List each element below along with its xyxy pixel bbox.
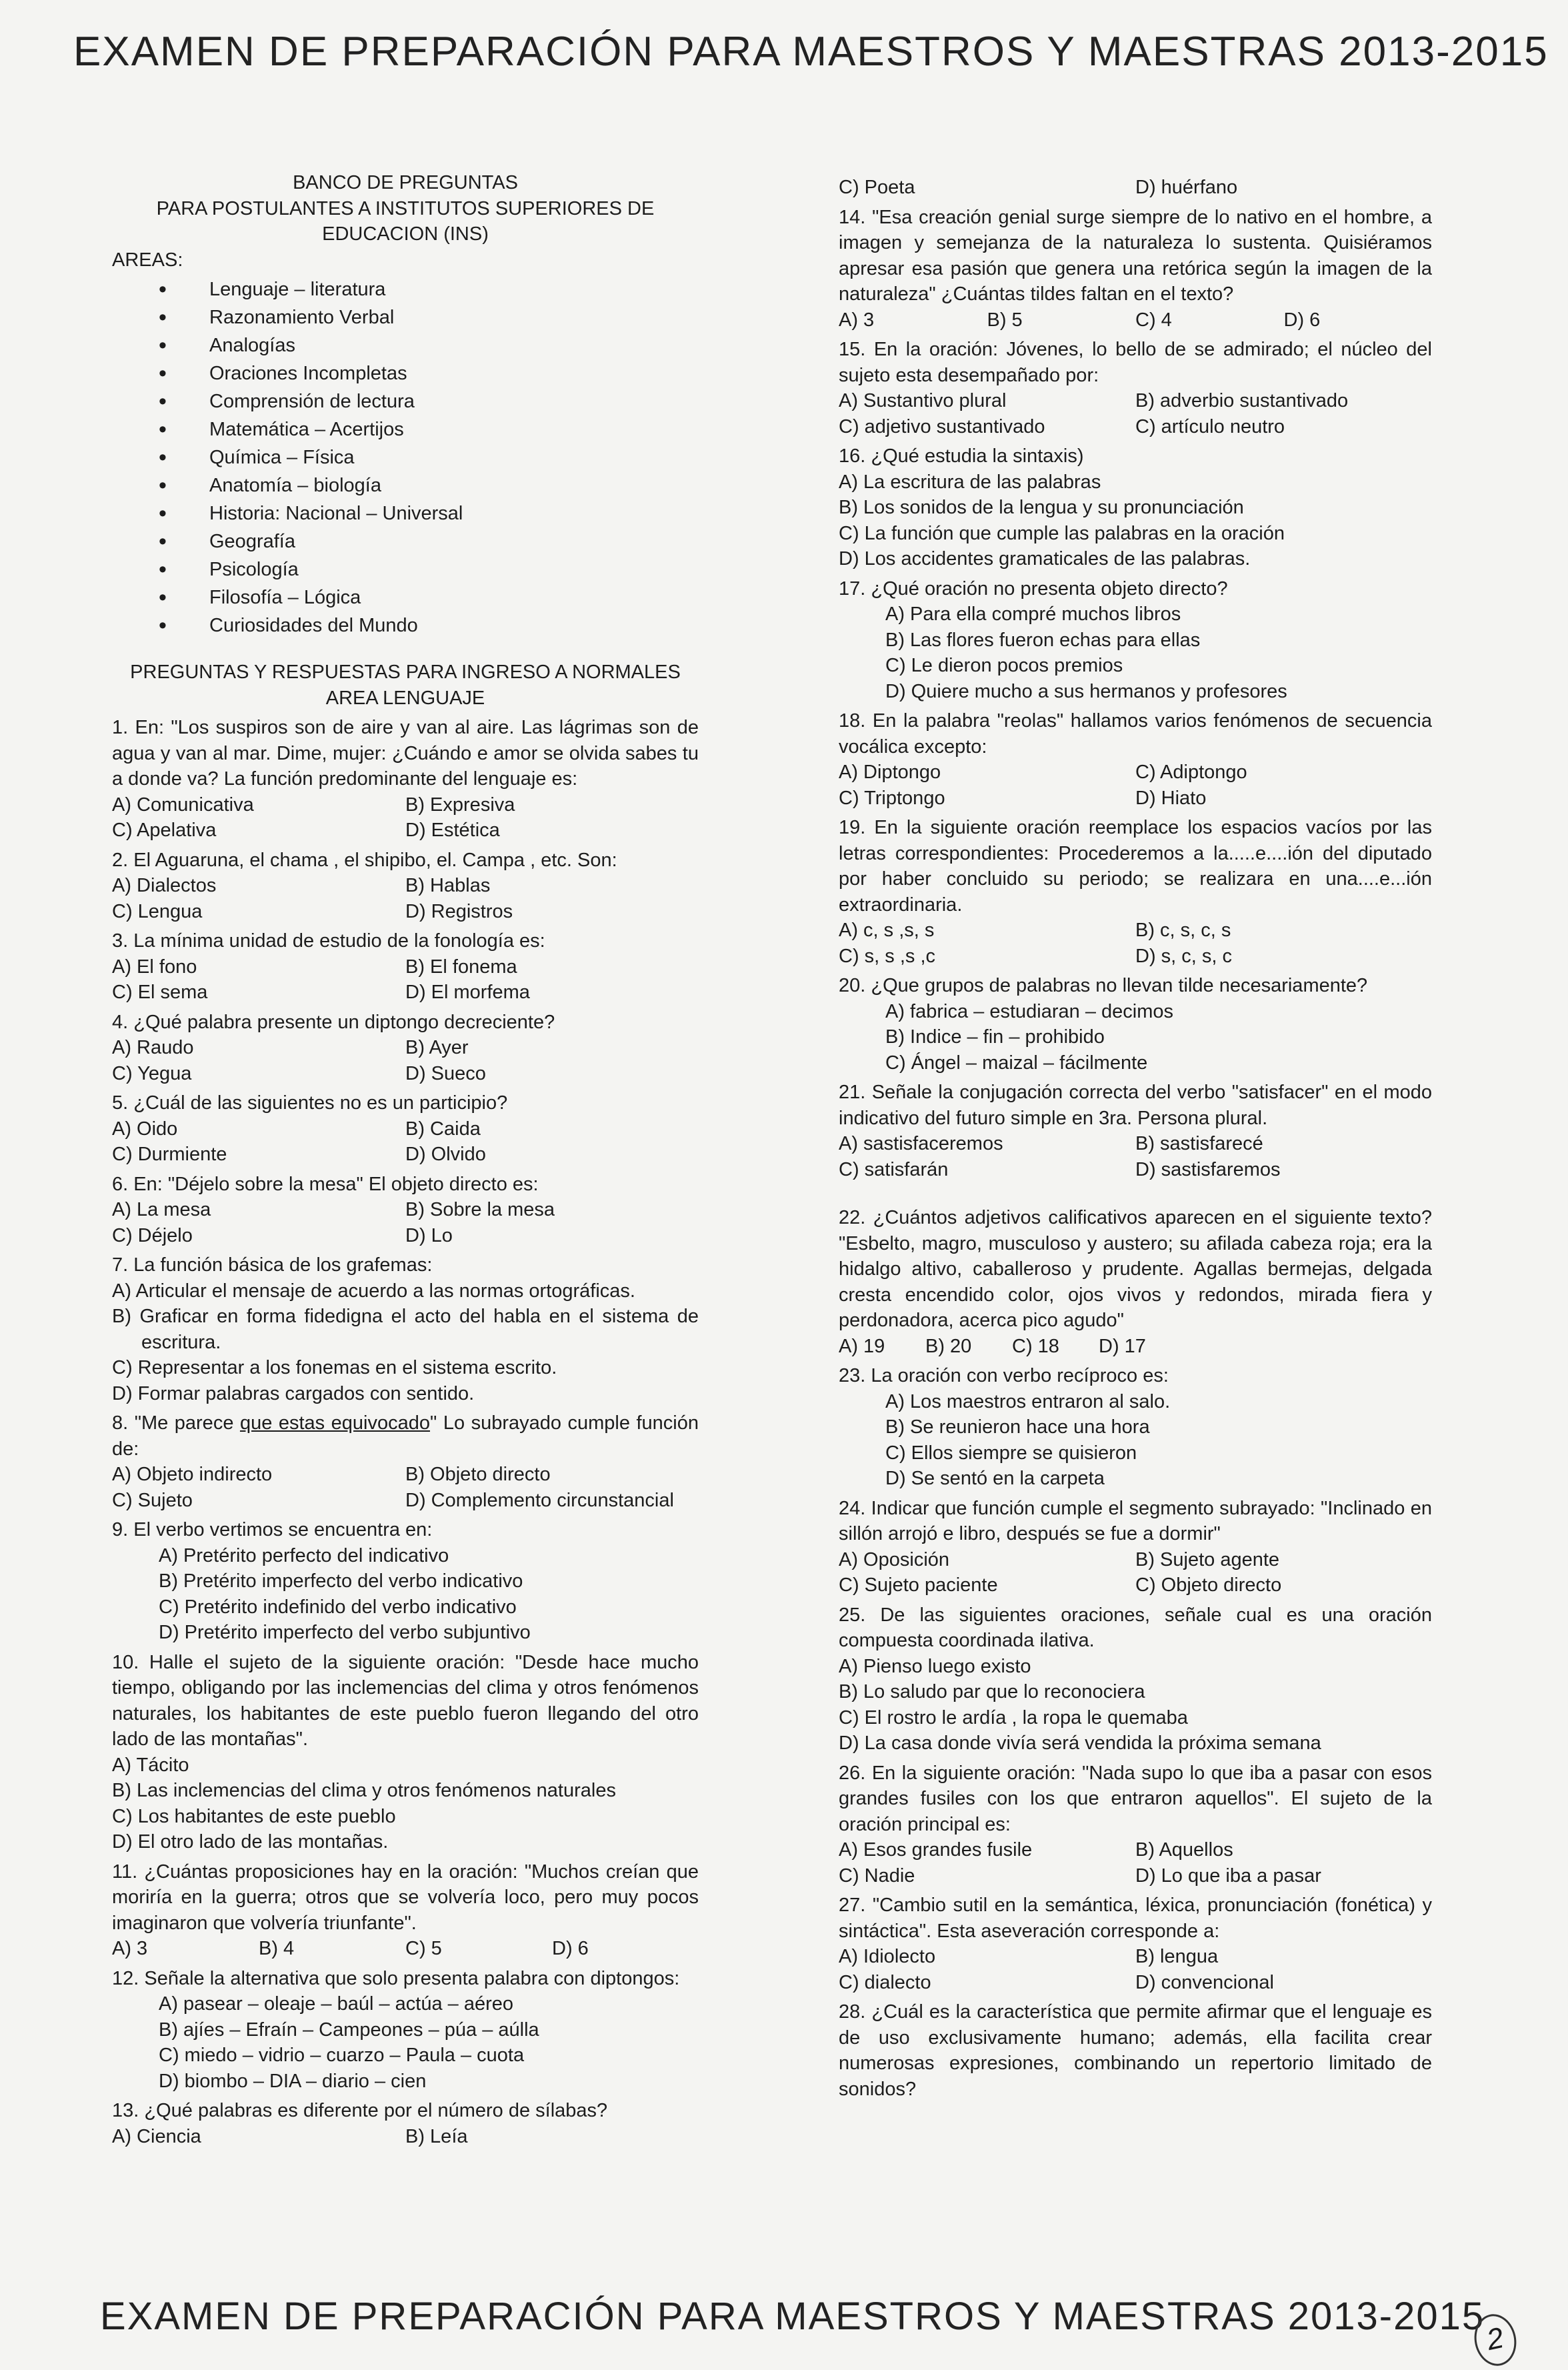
question-text: 22. ¿Cuántos adjetivos calificativos aparecen en el siguiente texto? "Esbelto, magro, musculoso y austero; su afilada cabeza roja; era la hidalgo altivo, caballeroso y prudente. Agallas bermejas, delgada cresta encendido color, ojos vivos y redondos, mirada fiera y perdonadora, acerca pico agudo" [839, 1207, 1432, 1331]
option-c: C) satisfarán [839, 1158, 949, 1180]
area-item: • Psicología [112, 555, 699, 583]
area-item: • Matemática – Acertijos [112, 415, 699, 443]
question-text: 11. ¿Cuántas proposiciones hay en la oración: "Muchos creían que moriría en la guerra; otros que se volvería loco, pero muy pocos imaginaron que volvería triunfante". [112, 1861, 699, 1934]
option-d: C) Objeto directo [1135, 1574, 1282, 1596]
option-d: D) Sueco [405, 1062, 486, 1084]
question-22 [839, 1205, 1432, 1359]
option-b: B) 4 [259, 1938, 295, 1959]
option-b: B) c, s, c, s [1135, 920, 1231, 941]
page-number: 2 [1470, 2310, 1521, 2369]
option-a: A) Tácito [112, 1754, 189, 1776]
option-c: C) Ángel – maizal – fácilmente [885, 1052, 1148, 1074]
bank-title-2: PARA POSTULANTES A INSTITUTOS SUPERIORES DE [156, 197, 655, 219]
option-a: A) Articular el mensaje de acuerdo a las normas ortográficas. [112, 1280, 635, 1302]
option-a: A) Pretérito perfecto del indicativo [159, 1544, 449, 1566]
question-26 [839, 1760, 1432, 1889]
option-d: D) Estética [405, 820, 500, 841]
option-a: A) Raudo [112, 1037, 194, 1058]
question-15 [839, 337, 1432, 439]
question-text: 14. "Esa creación genial surge siempre de lo nativo en el hombre, a imagen y semejanza de la naturaleza lo sustenta. Quisiéramos apresar esa pasión que genera una retórica según la imagen de la naturaleza" ¿Cuántas tildes faltan en el texto? [839, 206, 1432, 305]
option-b: B) 20 [925, 1335, 972, 1357]
option-b: B) 5 [987, 309, 1023, 331]
option-d: D) Hiato [1135, 787, 1207, 809]
question-7 [112, 1252, 699, 1406]
option-d: D) La casa donde vivía será vendida la próxima semana [839, 1732, 1321, 1754]
option-d: D) huérfano [1135, 177, 1238, 198]
underlined-segment: que estas equivocado [239, 1412, 431, 1434]
option-c: C) Yegua [112, 1062, 192, 1084]
option-a: A) 19 [839, 1335, 885, 1357]
option-a: A) La mesa [112, 1199, 211, 1220]
question-text [112, 1410, 699, 1462]
area-item: • Curiosidades del Mundo [112, 612, 699, 640]
option-d: D) 6 [552, 1938, 589, 1959]
question-20 [839, 973, 1432, 1076]
option-d: D) Olvido [405, 1144, 486, 1165]
question-1 [112, 715, 699, 844]
area-item: • Geografía [112, 527, 699, 555]
area-item: • Comprensión de lectura [112, 387, 699, 415]
left-column [112, 170, 699, 2149]
section-title-2: AREA LENGUAJE [325, 687, 485, 709]
question-text: 23. La oración con verbo recíproco es: [839, 1365, 1169, 1386]
option-c: C) 18 [1012, 1335, 1059, 1357]
option-c: C) Poeta [839, 177, 915, 198]
question-24 [839, 1496, 1432, 1598]
option-b: B) Aquellos [1135, 1839, 1233, 1861]
option-c: C) adjetivo sustantivado [839, 415, 1045, 437]
question-text: 18. En la palabra "reolas" hallamos varios fenómenos de secuencia vocálica excepto: [839, 710, 1432, 758]
page-header: EXAMEN DE PREPARACIÓN PARA MAESTROS Y MAESTRAS 2013-2015 [73, 29, 1549, 75]
option-b: B) Graficar en forma fidedigna el acto del habla en el sistema de escritura. [112, 1306, 699, 1353]
option-b: B) Pretérito imperfecto del verbo indicativo [159, 1570, 523, 1592]
question-2 [112, 848, 699, 925]
option-d: D) Registros [405, 900, 513, 922]
question-text: 7. La función básica de los grafemas: [112, 1254, 433, 1276]
option-a: A) El fono [112, 956, 197, 978]
option-a: A) Idiolecto [839, 1946, 936, 1967]
areas-label: AREAS: [112, 249, 183, 271]
option-c: C) 5 [405, 1938, 442, 1959]
option-d: D) Los accidentes gramaticales de las palabras. [839, 548, 1251, 569]
area-item: • Historia: Nacional – Universal [112, 499, 699, 527]
option-d: D) Complemento circunstancial [405, 1489, 674, 1511]
question-text: 10. Halle el sujeto de la siguiente oración: "Desde hace mucho tiempo, obligando por las inclemencias del clima y otros fenómenos naturales, los habitantes de este pueblo fueron llegando del otro lado de las montañas". [112, 1651, 699, 1750]
question-text: 26. En la siguiente oración: "Nada supo lo que iba a pasar con esos grandes fusiles con los que entraron aquellos". El sujeto de la oración principal es: [839, 1762, 1432, 1835]
option-b: B) Sobre la mesa [405, 1199, 555, 1220]
option-d: D) convencional [1135, 1971, 1274, 1993]
bank-title-1: BANCO DE PREGUNTAS [293, 172, 518, 193]
option-a: A) c, s ,s, s [839, 920, 935, 941]
question-text: 25. De las siguientes oraciones, señale cual es una oración compuesta coordinada ilativa. [839, 1604, 1432, 1651]
question-17 [839, 576, 1432, 705]
option-a: A) La escritura de las palabras [839, 471, 1101, 493]
option-a: A) 3 [112, 1938, 148, 1959]
question-text: 27. "Cambio sutil en la semántica, léxica, pronunciación (fonética) y sintáctica". Esta aseveración corresponde a: [839, 1895, 1432, 1942]
question-text: 2. El Aguaruna, el chama , el shipibo, el. Campa , etc. Son: [112, 849, 617, 871]
option-d: C) artículo neutro [1135, 415, 1285, 437]
option-b: B) Hablas [405, 875, 491, 896]
option-d: D) Quiere mucho a sus hermanos y profesores [885, 680, 1287, 702]
option-c: C) Déjelo [112, 1224, 193, 1246]
option-c: C) Durmiente [112, 1144, 227, 1165]
option-d: D) 6 [1283, 309, 1321, 331]
option-b: B) Leía [405, 2125, 468, 2147]
option-b: B) Se reunieron hace una hora [885, 1416, 1150, 1438]
question-text: 20. ¿Que grupos de palabras no llevan tilde necesariamente? [839, 975, 1368, 996]
area-item: • Anatomía – biología [112, 471, 699, 499]
option-c: C) s, s ,s ,c [839, 945, 935, 967]
option-c: C) Apelativa [112, 820, 217, 841]
option-c: C) El sema [112, 982, 208, 1003]
question-text: 24. Indicar que función cumple el segmento subrayado: "Inclinado en sillón arrojó e libro, después se fue a dormir" [839, 1497, 1432, 1544]
question-8 [112, 1410, 699, 1513]
option-d: D) El otro lado de las montañas. [112, 1831, 389, 1853]
option-c: C) Triptongo [839, 787, 945, 809]
option-c: C) La función que cumple las palabras en la oración [839, 522, 1285, 544]
area-item: • Lenguaje – literatura [112, 275, 699, 303]
question-text: 6. En: "Déjelo sobre la mesa" El objeto directo es: [112, 1173, 539, 1195]
option-a: A) Ciencia [112, 2125, 201, 2147]
option-c: C) Los habitantes de este pueblo [112, 1805, 396, 1827]
option-a: A) Sustantivo plural [839, 390, 1007, 411]
option-d: D) El morfema [405, 982, 530, 1003]
option-b: B) Las flores fueron echas para ellas [885, 629, 1201, 651]
question-27 [839, 1893, 1432, 1995]
option-c: C) 4 [1135, 309, 1172, 331]
option-c: C) Ellos siempre se quisieron [885, 1442, 1137, 1464]
question-text: 13. ¿Qué palabras es diferente por el número de sílabas? [112, 2100, 608, 2121]
option-c: C) miedo – vidrio – cuarzo – Paula – cuota [159, 2045, 525, 2066]
option-d: D) Se sentó en la carpeta [885, 1468, 1105, 1489]
option-c: C) Sujeto [112, 1489, 193, 1511]
question-9 [112, 1517, 699, 1646]
question-text: 1. En: "Los suspiros son de aire y van al aire. Las lágrimas son de agua y van al mar. Dime, mujer: ¿Cuándo e amor se olvida sabes tu a donde va? La función predominante del lenguaje es: [112, 717, 699, 790]
question-13 [112, 2098, 699, 2149]
question-text: 4. ¿Qué palabra presente un diptongo decreciente? [112, 1011, 555, 1033]
option-c: C) El rostro le ardía , la ropa le quemaba [839, 1706, 1188, 1728]
question-5 [112, 1090, 699, 1168]
option-c: C) Lengua [112, 900, 203, 922]
option-b: B) adverbio sustantivado [1135, 390, 1349, 411]
option-b: B) Sujeto agente [1135, 1548, 1280, 1570]
question-18 [839, 708, 1432, 811]
option-b: B) sastisfarecé [1135, 1133, 1263, 1154]
option-b: B) Las inclemencias del clima y otros fenómenos naturales [112, 1780, 616, 1801]
page-footer: EXAMEN DE PREPARACIÓN PARA MAESTROS Y MAESTRAS 2013-2015 [100, 2295, 1485, 2338]
area-item: • Razonamiento Verbal [112, 303, 699, 331]
question-3 [112, 928, 699, 1006]
question-16 [839, 443, 1432, 572]
option-d: D) 17 [1099, 1335, 1146, 1357]
option-a: A) 3 [839, 309, 875, 331]
question-6 [112, 1172, 699, 1249]
option-a: A) fabrica – estudiaran – decimos [885, 1000, 1173, 1022]
question-4 [112, 1010, 699, 1087]
question-14 [839, 205, 1432, 333]
right-column [839, 175, 1432, 2102]
question-text: 17. ¿Qué oración no presenta objeto directo? [839, 577, 1228, 600]
bank-title-3: EDUCACION (INS) [322, 223, 489, 245]
area-item: • Oraciones Incompletas [112, 359, 699, 387]
question-12 [112, 1966, 699, 2095]
question-28 [839, 1999, 1432, 2102]
question-text: 19. En la siguiente oración reemplace los espacios vacíos por las letras correspondientes: Procederemos a la.....e....ión del diputado por haber concluido su periodo; se realizara en una....e...ión extraordinaria. [839, 817, 1432, 916]
option-a: A) Pienso luego existo [839, 1655, 1031, 1677]
question-text: 15. En la oración: Jóvenes, lo bello de se admirado; el núcleo del sujeto esta desempañado por: [839, 339, 1432, 386]
option-d: D) biombo – DIA – diario – cien [159, 2070, 427, 2092]
option-b: B) El fonema [405, 956, 517, 978]
question-text: 28. ¿Cuál es la característica que permite afirmar que el lenguaje es de uso exclusivamente humano; además, ella facilita crear numerosas expresiones, combinando un repertorio limitado de sonidos? [839, 2001, 1432, 2100]
option-b: B) Indice – fin – prohibido [885, 1026, 1105, 1048]
option-a: A) Dialectos [112, 875, 217, 896]
question-text-end: " Lo subrayado cumple función de: [112, 1412, 699, 1460]
option-c: C) Pretérito indefinido del verbo indicativo [159, 1596, 517, 1618]
option-b: B) Ayer [405, 1037, 469, 1058]
option-a: A) Oposición [839, 1548, 950, 1570]
option-c: C) Nadie [839, 1865, 915, 1887]
option-b: B) lengua [1135, 1946, 1219, 1967]
option-d: D) Lo [405, 1224, 453, 1246]
option-d: D) Formar palabras cargados con sentido. [112, 1382, 475, 1404]
question-text: 12. Señale la alternativa que solo presenta palabra con diptongos: [112, 1967, 680, 1989]
option-d: D) Lo que iba a pasar [1135, 1865, 1321, 1887]
option-a: A) Comunicativa [112, 794, 254, 816]
question-10 [112, 1650, 699, 1855]
areas-list [112, 275, 699, 640]
question-25 [839, 1602, 1432, 1756]
option-c: C) dialecto [839, 1971, 931, 1993]
area-item: • Analogías [112, 331, 699, 359]
question-text: 9. El verbo vertimos se encuentra en: [112, 1519, 433, 1540]
option-d: D) Pretérito imperfecto del verbo subjuntivo [159, 1622, 531, 1643]
area-item: • Química – Física [112, 443, 699, 471]
option-a: A) Los maestros entraron al salo. [885, 1390, 1171, 1412]
question-text: 3. La mínima unidad de estudio de la fonología es: [112, 930, 545, 952]
option-c: C) Sujeto paciente [839, 1574, 998, 1596]
question-13-continued [839, 175, 1432, 201]
option-b: B) Objeto directo [405, 1464, 551, 1485]
option-b: B) Expresiva [405, 794, 515, 816]
question-11 [112, 1859, 699, 1962]
option-a: A) sastisfaceremos [839, 1133, 1003, 1154]
question-text: 16. ¿Qué estudia la sintaxis) [839, 445, 1084, 467]
area-item: • Filosofía – Lógica [112, 583, 699, 612]
option-a: A) pasear – oleaje – baúl – actúa – aéreo [159, 1993, 514, 2015]
option-c: C) Representar a los fonemas en el sistema escrito. [112, 1357, 557, 1378]
question-19 [839, 815, 1432, 969]
option-d: D) sastisfaremos [1135, 1158, 1281, 1180]
option-a: A) Oido [112, 1118, 178, 1140]
question-text-start: 8. "Me parece [112, 1412, 240, 1434]
question-text: 21. Señale la conjugación correcta del verbo "satisfacer" en el modo indicativo del futuro simple en 3ra. Persona plural. [839, 1082, 1432, 1129]
option-b: B) Los sonidos de la lengua y su pronunciación [839, 497, 1244, 518]
option-a: A) Para ella compré muchos libros [885, 604, 1181, 625]
option-d: D) s, c, s, c [1135, 945, 1232, 967]
option-b: B) Caida [405, 1118, 481, 1140]
question-text: 5. ¿Cuál de las siguientes no es un participio? [112, 1092, 508, 1114]
option-a: A) Diptongo [839, 762, 941, 783]
option-a: A) Esos grandes fusile [839, 1839, 1033, 1861]
option-b: C) Adiptongo [1135, 762, 1247, 783]
option-b: B) Lo saludo par que lo reconociera [839, 1681, 1145, 1702]
question-21 [839, 1080, 1432, 1182]
section-title-1: PREGUNTAS Y RESPUESTAS PARA INGRESO A NORMALES [130, 662, 681, 683]
option-c: C) Le dieron pocos premios [885, 655, 1123, 676]
question-23 [839, 1363, 1432, 1492]
option-b: B) ajíes – Efraín – Campeones – púa – aúlla [159, 2019, 539, 2041]
option-a: A) Objeto indirecto [112, 1464, 273, 1485]
